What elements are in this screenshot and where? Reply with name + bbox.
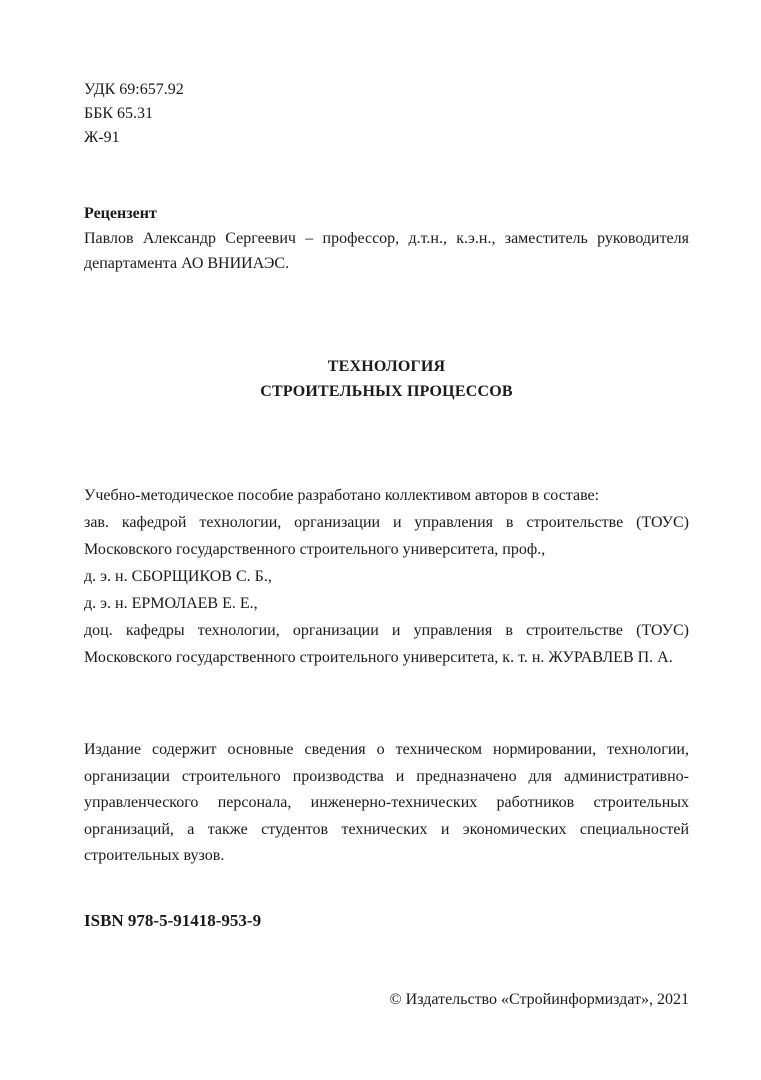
annotation-line: строительных вузов. [84, 847, 225, 864]
authors-line: доц. кафедры технологии, организации и управления в строительстве (ТОУС) [84, 622, 689, 639]
authors-section [84, 482, 689, 671]
annotation-line: организаций, а также студентов технических и экономических специальностей [84, 820, 689, 838]
authors-line: зав. кафедрой технологии, организации и управления в строительстве (ТОУС) [84, 514, 689, 531]
annotation-line: управленческого персонала, инженерно-технических работников строительных [84, 794, 689, 811]
book-title-line: СТРОИТЕЛЬНЫХ ПРОЦЕССОВ [260, 383, 513, 400]
authors-line: д. э. н. СБОРЩИКОВ С. Б., [84, 568, 272, 585]
udk-code: УДК 69:657.92 [84, 81, 184, 98]
authors-line: Учебно-методическое пособие разработано коллективом авторов в составе: [84, 487, 600, 504]
book-title [84, 354, 689, 404]
classification-codes [84, 78, 689, 150]
reviewer-line: департамента АО ВНИИАЭС. [84, 255, 290, 272]
annotation-line: Издание содержит основные сведения о техническом нормировании, технологии, [84, 741, 689, 758]
annotation-line: организации строительного производства и предназначено для административно- [84, 767, 689, 785]
author-mark: Ж-91 [84, 129, 120, 146]
book-title-line: ТЕХНОЛОГИЯ [327, 358, 446, 375]
reviewer-line: Павлов Александр Сергеевич – профессор, д.т.н., к.э.н., заместитель руководителя [84, 230, 689, 247]
isbn-number: ISBN 978-5-91418-953-9 [84, 911, 262, 930]
bbk-code: ББК 65.31 [84, 105, 154, 122]
authors-line: д. э. н. ЕРМОЛАЕВ Е. Е., [84, 595, 258, 612]
reviewer-heading: Рецензент [84, 205, 157, 222]
reviewer-section [84, 201, 689, 276]
copyright-notice: © Издательство «Стройинформиздат», 2021 [389, 991, 689, 1008]
annotation-section [84, 737, 689, 870]
authors-line: Московского государственного строительного университета, проф., [84, 541, 546, 558]
authors-line: Московского государственного строительного университета, к. т. н. ЖУРАВЛЕВ П. А. [84, 649, 673, 666]
